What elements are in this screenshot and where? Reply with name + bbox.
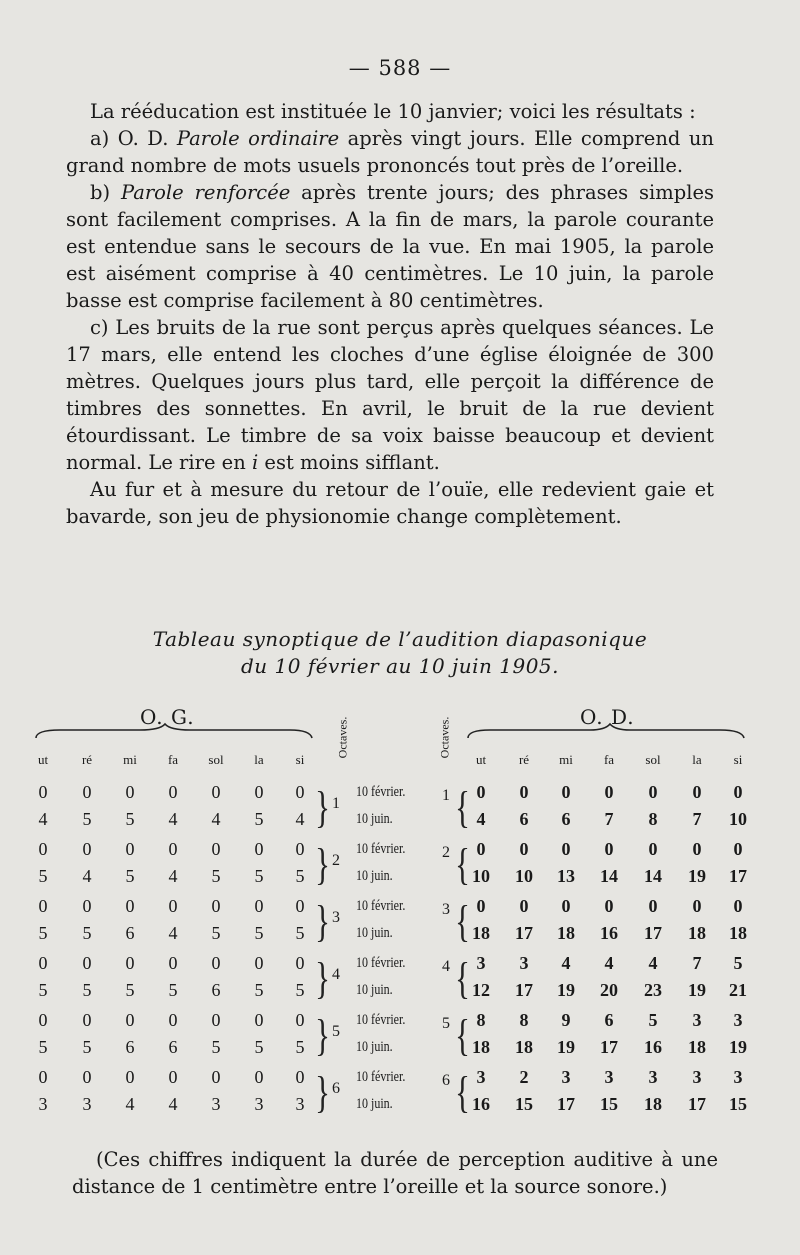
od-cell: 3 bbox=[733, 1010, 743, 1030]
od-cell: 0 bbox=[561, 782, 571, 802]
od-cell: 10 bbox=[515, 866, 533, 886]
octaves-heading-right: Octaves. bbox=[437, 716, 452, 759]
od-cell: 8 bbox=[648, 809, 658, 829]
date-label: 10 février. bbox=[356, 1069, 406, 1085]
og-cell: 0 bbox=[254, 1067, 264, 1087]
od-cell: 16 bbox=[644, 1037, 662, 1057]
od-cell: 4 bbox=[604, 953, 614, 973]
para-c-post: est moins sifflant. bbox=[258, 451, 440, 474]
caption-line-1: Tableau synoptique de l’audition diapasonique bbox=[152, 627, 648, 651]
og-cell: 5 bbox=[254, 980, 264, 1000]
od-cell: 7 bbox=[692, 809, 702, 829]
og-cell: 5 bbox=[38, 980, 48, 1000]
date-label: 10 juin. bbox=[356, 868, 393, 884]
para-c-label: c) bbox=[90, 316, 109, 339]
od-cell: 8 bbox=[519, 1010, 529, 1030]
og-cell: 0 bbox=[295, 1010, 305, 1030]
og-cell: 0 bbox=[295, 782, 305, 802]
para-b-label: b) bbox=[90, 181, 111, 204]
octaves-heading-left: Octaves. bbox=[335, 716, 350, 759]
od-cell: 5 bbox=[648, 1010, 658, 1030]
og-cell: 5 bbox=[168, 980, 178, 1000]
octave-number-left: 1 bbox=[332, 795, 340, 812]
og-cell: 5 bbox=[38, 923, 48, 943]
brace-right: } bbox=[315, 783, 330, 832]
od-cell: 17 bbox=[515, 923, 533, 943]
od-cell: 0 bbox=[604, 896, 614, 916]
od-cell: 19 bbox=[557, 1037, 575, 1057]
og-cell: 5 bbox=[254, 1037, 264, 1057]
og-cell: 5 bbox=[295, 1037, 305, 1057]
od-cell: 8 bbox=[476, 1010, 486, 1030]
octave-number-left: 4 bbox=[332, 966, 340, 983]
od-cell: 0 bbox=[519, 896, 529, 916]
od-cell: 15 bbox=[600, 1094, 618, 1114]
og-cell: 0 bbox=[211, 953, 221, 973]
od-cell: 17 bbox=[515, 980, 533, 1000]
og-cell: 0 bbox=[295, 839, 305, 859]
od-cell: 3 bbox=[692, 1010, 702, 1030]
og-note-header-6: si bbox=[295, 752, 305, 767]
od-cell: 17 bbox=[557, 1094, 575, 1114]
og-cell: 4 bbox=[38, 809, 48, 829]
od-cell: 18 bbox=[688, 1037, 706, 1057]
date-label: 10 juin. bbox=[356, 811, 393, 827]
caption-line-2: du 10 février au 10 juin 1905. bbox=[240, 654, 560, 678]
od-cell: 19 bbox=[557, 980, 575, 1000]
od-cell: 17 bbox=[600, 1037, 618, 1057]
od-cell: 0 bbox=[561, 896, 571, 916]
og-cell: 0 bbox=[82, 953, 92, 973]
paragraph-conclusion: Au fur et à mesure du retour de l’ouïe, elle redevient gaie et bavarde, son jeu de physionomie change complètement. bbox=[66, 478, 714, 528]
og-cell: 0 bbox=[82, 1010, 92, 1030]
og-cell: 6 bbox=[125, 1037, 135, 1057]
og-cell: 0 bbox=[82, 839, 92, 859]
octave-number-left: 6 bbox=[332, 1080, 340, 1097]
od-cell: 18 bbox=[515, 1037, 533, 1057]
od-cell: 6 bbox=[561, 809, 571, 829]
od-cell: 18 bbox=[472, 1037, 490, 1057]
para-c-emphasis: i bbox=[251, 451, 259, 474]
od-cell: 0 bbox=[604, 839, 614, 859]
brace-left: { bbox=[455, 1068, 470, 1117]
og-cell: 5 bbox=[82, 980, 92, 1000]
og-cell: 0 bbox=[38, 839, 48, 859]
og-cell: 4 bbox=[168, 1094, 178, 1114]
od-note-header-0: ut bbox=[475, 752, 487, 767]
date-label: 10 février. bbox=[356, 898, 406, 914]
octave-number-left: 5 bbox=[332, 1023, 340, 1040]
og-cell: 4 bbox=[168, 923, 178, 943]
brace-left: { bbox=[455, 783, 470, 832]
og-cell: 6 bbox=[125, 923, 135, 943]
od-cell: 19 bbox=[729, 1037, 747, 1057]
og-cell: 0 bbox=[254, 896, 264, 916]
paragraph-intro: La rééducation est instituée le 10 janvier; voici les résultats : bbox=[90, 100, 696, 123]
od-cell: 15 bbox=[729, 1094, 747, 1114]
left-ear-heading: O. G. bbox=[140, 705, 195, 729]
og-cell: 4 bbox=[168, 809, 178, 829]
date-label: 10 février. bbox=[356, 841, 406, 857]
brace-right: } bbox=[315, 1068, 330, 1117]
og-cell: 0 bbox=[211, 1067, 221, 1087]
og-cell: 5 bbox=[211, 1037, 221, 1057]
og-cell: 0 bbox=[211, 782, 221, 802]
date-label: 10 juin. bbox=[356, 982, 393, 998]
paragraph-c bbox=[66, 314, 714, 476]
od-cell: 9 bbox=[561, 1010, 571, 1030]
og-note-header-0: ut bbox=[37, 752, 49, 767]
para-b-emphasis: Parole renforcée bbox=[120, 181, 291, 204]
od-cell: 4 bbox=[648, 953, 658, 973]
right-ear-heading: O. D. bbox=[580, 705, 635, 729]
od-cell: 0 bbox=[476, 839, 486, 859]
og-note-header-4: sol bbox=[208, 752, 224, 767]
og-cell: 0 bbox=[125, 782, 135, 802]
od-cell: 0 bbox=[692, 839, 702, 859]
og-cell: 3 bbox=[38, 1094, 48, 1114]
od-cell: 18 bbox=[688, 923, 706, 943]
od-cell: 18 bbox=[557, 923, 575, 943]
od-cell: 21 bbox=[729, 980, 747, 1000]
para-c-pre: Les bruits de la rue sont perçus après quelques séances. Le 17 mars, elle entend les cloches d’une église éloignée de 300 mètres. Quelques jours plus tard, elle perçoit la différence de timbres des sonnettes. En avril, le bruit de la rue devient étourdissant. Le timbre de sa voix baisse beaucoup et devient normal. Le rire en bbox=[66, 316, 714, 474]
og-note-header-3: fa bbox=[167, 752, 179, 767]
brace-left: { bbox=[455, 840, 470, 889]
og-cell: 3 bbox=[254, 1094, 264, 1114]
octave-number-right: 1 bbox=[442, 787, 450, 804]
og-cell: 0 bbox=[38, 782, 48, 802]
date-label: 10 février. bbox=[356, 955, 406, 971]
footnote-text: (Ces chiffres indiquent la durée de perception auditive à une distance de 1 centimètre entre l’oreille et la source sonore.) bbox=[72, 1148, 718, 1198]
og-cell: 4 bbox=[211, 809, 221, 829]
og-cell: 0 bbox=[254, 1010, 264, 1030]
paragraph-a bbox=[66, 125, 714, 179]
og-cell: 0 bbox=[295, 896, 305, 916]
og-cell: 4 bbox=[125, 1094, 135, 1114]
od-cell: 10 bbox=[472, 866, 490, 886]
od-cell: 3 bbox=[733, 1067, 743, 1087]
od-cell: 13 bbox=[557, 866, 575, 886]
og-cell: 0 bbox=[168, 1010, 178, 1030]
og-cell: 0 bbox=[125, 1010, 135, 1030]
od-cell: 16 bbox=[472, 1094, 490, 1114]
od-cell: 3 bbox=[648, 1067, 658, 1087]
brace-right: } bbox=[315, 954, 330, 1003]
od-cell: 20 bbox=[600, 980, 618, 1000]
og-cell: 6 bbox=[211, 980, 221, 1000]
od-cell: 0 bbox=[733, 896, 743, 916]
date-label: 10 février. bbox=[356, 1012, 406, 1028]
og-cell: 4 bbox=[168, 866, 178, 886]
od-note-header-1: ré bbox=[518, 752, 530, 767]
og-cell: 0 bbox=[168, 839, 178, 859]
paragraph-b bbox=[66, 179, 714, 314]
body-text bbox=[66, 98, 714, 530]
og-cell: 0 bbox=[295, 953, 305, 973]
od-cell: 18 bbox=[729, 923, 747, 943]
octave-number-right: 4 bbox=[442, 958, 450, 975]
od-cell: 10 bbox=[729, 809, 747, 829]
date-label: 10 juin. bbox=[356, 925, 393, 941]
og-cell: 0 bbox=[211, 896, 221, 916]
od-cell: 12 bbox=[472, 980, 490, 1000]
od-cell: 17 bbox=[688, 1094, 706, 1114]
od-cell: 19 bbox=[688, 980, 706, 1000]
od-cell: 17 bbox=[729, 866, 747, 886]
od-note-header-4: sol bbox=[645, 752, 661, 767]
audition-table bbox=[0, 700, 800, 1120]
og-cell: 0 bbox=[82, 896, 92, 916]
og-cell: 0 bbox=[168, 896, 178, 916]
og-cell: 5 bbox=[254, 809, 264, 829]
od-cell: 3 bbox=[604, 1067, 614, 1087]
og-cell: 5 bbox=[211, 923, 221, 943]
od-cell: 4 bbox=[476, 809, 486, 829]
od-cell: 3 bbox=[476, 953, 486, 973]
og-cell: 0 bbox=[168, 782, 178, 802]
og-cell: 5 bbox=[125, 980, 135, 1000]
od-cell: 0 bbox=[476, 896, 486, 916]
og-cell: 0 bbox=[125, 839, 135, 859]
od-cell: 0 bbox=[733, 839, 743, 859]
og-cell: 4 bbox=[295, 809, 305, 829]
od-cell: 3 bbox=[519, 953, 529, 973]
brace-right: } bbox=[315, 897, 330, 946]
og-cell: 0 bbox=[38, 1010, 48, 1030]
octave-number-right: 3 bbox=[442, 901, 450, 918]
od-cell: 5 bbox=[733, 953, 743, 973]
od-cell: 2 bbox=[519, 1067, 529, 1087]
og-cell: 5 bbox=[295, 980, 305, 1000]
para-a-emphasis: Parole ordinaire bbox=[176, 127, 340, 150]
od-cell: 23 bbox=[644, 980, 662, 1000]
para-b-rest: après trente jours; des phrases simples sont facilement comprises. A la fin de mars, la parole courante est entendue sans le secours de la vue. En mai 1905, la parole est aisément comprise à 40 centimètres. Le 10 juin, la parole basse est comprise facilement à 80 centimètres. bbox=[66, 181, 715, 312]
od-cell: 7 bbox=[692, 953, 702, 973]
od-cell: 0 bbox=[519, 839, 529, 859]
od-note-header-5: la bbox=[692, 752, 702, 767]
od-cell: 7 bbox=[604, 809, 614, 829]
og-cell: 0 bbox=[211, 839, 221, 859]
od-cell: 19 bbox=[688, 866, 706, 886]
od-cell: 18 bbox=[472, 923, 490, 943]
og-cell: 0 bbox=[38, 953, 48, 973]
od-cell: 15 bbox=[515, 1094, 533, 1114]
og-cell: 5 bbox=[125, 866, 135, 886]
og-cell: 5 bbox=[254, 923, 264, 943]
date-label: 10 février. bbox=[356, 784, 406, 800]
og-cell: 0 bbox=[38, 1067, 48, 1087]
og-cell: 5 bbox=[125, 809, 135, 829]
og-cell: 5 bbox=[82, 1037, 92, 1057]
og-cell: 0 bbox=[125, 896, 135, 916]
od-cell: 16 bbox=[600, 923, 618, 943]
od-cell: 0 bbox=[692, 896, 702, 916]
og-cell: 5 bbox=[82, 809, 92, 829]
para-a-label: a) bbox=[90, 127, 110, 150]
od-note-header-6: si bbox=[733, 752, 743, 767]
og-cell: 0 bbox=[82, 1067, 92, 1087]
og-cell: 0 bbox=[254, 953, 264, 973]
brace-right: } bbox=[315, 840, 330, 889]
og-cell: 0 bbox=[168, 1067, 178, 1087]
og-cell: 0 bbox=[38, 896, 48, 916]
od-cell: 0 bbox=[476, 782, 486, 802]
og-cell: 3 bbox=[82, 1094, 92, 1114]
od-cell: 14 bbox=[644, 866, 662, 886]
brace-right: } bbox=[315, 1011, 330, 1060]
og-cell: 5 bbox=[211, 866, 221, 886]
og-cell: 5 bbox=[254, 866, 264, 886]
brace-left: { bbox=[455, 1011, 470, 1060]
og-cell: 5 bbox=[38, 866, 48, 886]
para-a-od: O. D. bbox=[117, 127, 169, 150]
og-cell: 4 bbox=[82, 866, 92, 886]
og-cell: 0 bbox=[254, 782, 264, 802]
footnote bbox=[72, 1146, 718, 1200]
od-cell: 0 bbox=[733, 782, 743, 802]
og-cell: 3 bbox=[211, 1094, 221, 1114]
od-cell: 6 bbox=[604, 1010, 614, 1030]
og-note-header-2: mi bbox=[123, 752, 137, 767]
od-cell: 3 bbox=[561, 1067, 571, 1087]
og-cell: 5 bbox=[295, 923, 305, 943]
od-cell: 0 bbox=[604, 782, 614, 802]
od-cell: 3 bbox=[692, 1067, 702, 1087]
date-label: 10 juin. bbox=[356, 1096, 393, 1112]
og-cell: 0 bbox=[168, 953, 178, 973]
og-note-header-5: la bbox=[254, 752, 264, 767]
od-cell: 0 bbox=[648, 782, 658, 802]
og-cell: 0 bbox=[254, 839, 264, 859]
od-note-header-3: fa bbox=[603, 752, 615, 767]
od-cell: 14 bbox=[600, 866, 618, 886]
og-cell: 0 bbox=[125, 953, 135, 973]
og-cell: 0 bbox=[211, 1010, 221, 1030]
octave-number-right: 5 bbox=[442, 1015, 450, 1032]
od-cell: 0 bbox=[648, 896, 658, 916]
table-caption bbox=[0, 626, 800, 680]
date-label: 10 juin. bbox=[356, 1039, 393, 1055]
og-cell: 0 bbox=[82, 782, 92, 802]
od-cell: 17 bbox=[644, 923, 662, 943]
og-cell: 5 bbox=[38, 1037, 48, 1057]
og-note-header-1: ré bbox=[81, 752, 93, 767]
brace-left: { bbox=[455, 897, 470, 946]
octave-number-right: 2 bbox=[442, 844, 450, 861]
octave-number-left: 2 bbox=[332, 852, 340, 869]
og-cell: 5 bbox=[82, 923, 92, 943]
od-cell: 6 bbox=[519, 809, 529, 829]
og-cell: 3 bbox=[295, 1094, 305, 1114]
od-cell: 18 bbox=[644, 1094, 662, 1114]
od-cell: 3 bbox=[476, 1067, 486, 1087]
og-cell: 6 bbox=[168, 1037, 178, 1057]
para-a-rest: après vingt jours. Elle comprend un grand nombre de mots usuels prononcés tout près de l’oreille. bbox=[66, 127, 714, 177]
page-number: — 588 — bbox=[348, 56, 452, 80]
og-cell: 0 bbox=[295, 1067, 305, 1087]
od-cell: 0 bbox=[519, 782, 529, 802]
og-cell: 0 bbox=[125, 1067, 135, 1087]
od-cell: 0 bbox=[692, 782, 702, 802]
od-cell: 4 bbox=[561, 953, 571, 973]
octave-number-left: 3 bbox=[332, 909, 340, 926]
og-cell: 5 bbox=[295, 866, 305, 886]
octave-number-right: 6 bbox=[442, 1072, 450, 1089]
od-cell: 0 bbox=[648, 839, 658, 859]
od-cell: 0 bbox=[561, 839, 571, 859]
od-note-header-2: mi bbox=[559, 752, 573, 767]
brace-left: { bbox=[455, 954, 470, 1003]
